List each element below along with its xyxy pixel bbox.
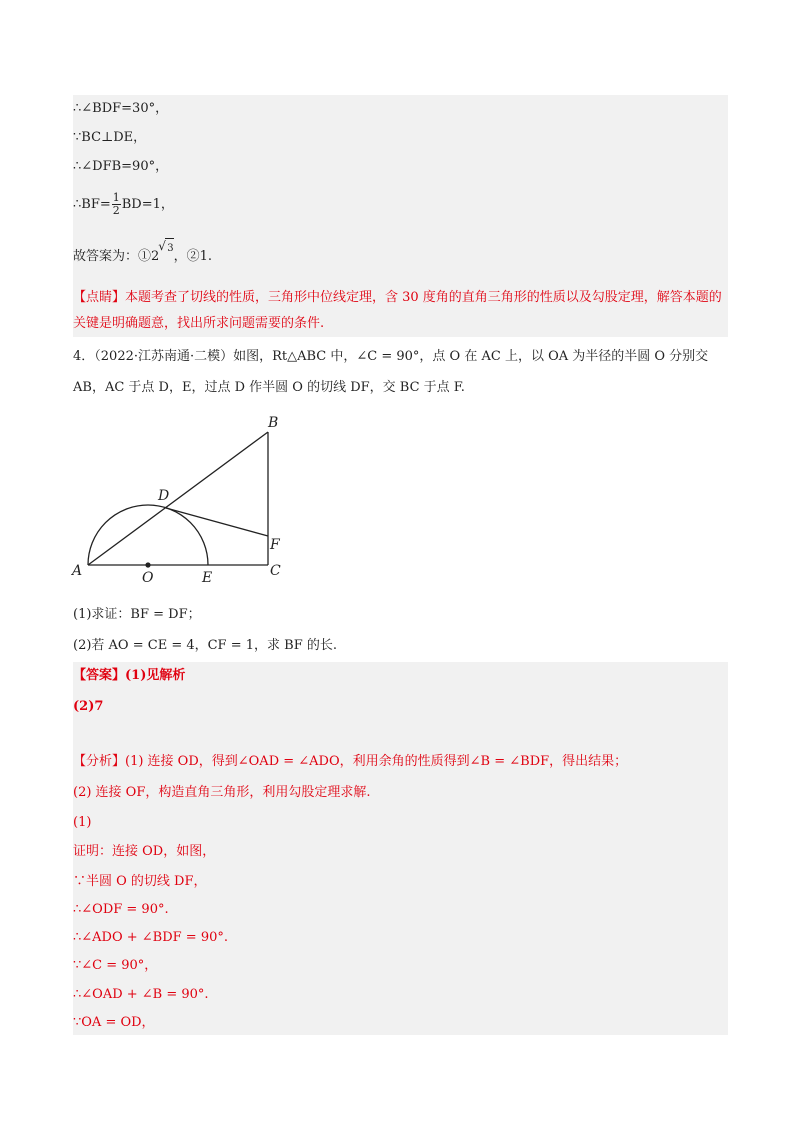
key-point-note: 【点睛】本题考查了切线的性质，三角形中位线定理，含 30 度角的直角三角形的性质以及勾股定理，解答本题的关键是明确题意，找出所求问题需要的条件. xyxy=(73,290,722,331)
label-o: O xyxy=(142,570,154,586)
proof-part-label: (1) xyxy=(73,815,92,830)
segment-ab xyxy=(88,432,268,565)
segment-df xyxy=(166,508,268,536)
answer-line-2: (2)7 xyxy=(73,699,104,714)
sqrt-3: √ 3 xyxy=(165,238,173,259)
question-line-1: 4．（2022·江苏南通·二模）如图，Rt△ABC 中，∠C = 90°，点 O 在 AC 上，以 OA 为半径的半圆 O 分别交 xyxy=(73,349,709,364)
proof-line: ∵∠C = 90°， xyxy=(73,958,158,973)
text: BD=1， xyxy=(121,197,174,212)
proof-line: ∴∠OAD + ∠B = 90°. xyxy=(73,987,209,1002)
geometry-figure xyxy=(70,412,300,587)
proof-line: ∴∠ADO + ∠BDF = 90°. xyxy=(73,930,229,945)
answer-line-1: 【答案】(1)见解析 xyxy=(73,668,186,683)
text: 故答案为：①2 xyxy=(73,249,160,264)
label-b: B xyxy=(268,415,279,431)
answer-line xyxy=(73,243,213,268)
text: ∴BF= xyxy=(73,197,111,212)
label-c: C xyxy=(270,563,281,579)
question-part-1: (1)求证：BF = DF； xyxy=(73,607,201,622)
label-f: F xyxy=(270,537,280,553)
proof-line: ∴∠ODF = 90°. xyxy=(73,902,169,917)
solution-line: ∵BC⊥DE， xyxy=(73,130,147,145)
question-line-2: AB，AC 于点 D，E，过点 D 作半圆 O 的切线 DF，交 BC 于点 F. xyxy=(73,380,465,395)
analysis-line-1: 【分析】(1) 连接 OD，得到∠OAD = ∠ADO，利用余角的性质得到∠B = ∠BDF，得出结果； xyxy=(73,754,628,769)
label-e: E xyxy=(202,570,213,586)
solution-line: ∴∠DFB=90°， xyxy=(73,159,169,174)
label-a: A xyxy=(72,563,83,579)
proof-line: ∵半圆 O 的切线 DF， xyxy=(73,874,207,889)
question-part-2: (2)若 AO = CE = 4，CF = 1，求 BF 的长. xyxy=(73,638,337,653)
proof-line: 证明：连接 OD，如图， xyxy=(73,844,216,859)
denominator: 2 xyxy=(112,204,120,217)
proof-line: ∵OA = OD， xyxy=(73,1015,155,1030)
text: ，②1. xyxy=(173,249,213,264)
solution-line-fraction xyxy=(73,192,174,217)
solution-line: ∴∠BDF=30°， xyxy=(73,101,169,116)
fraction xyxy=(112,192,121,217)
point-o xyxy=(145,562,150,567)
label-d: D xyxy=(158,488,170,504)
numerator: 1 xyxy=(112,191,120,204)
analysis-line-2: (2) 连接 OF，构造直角三角形，利用勾股定理求解. xyxy=(73,785,371,800)
